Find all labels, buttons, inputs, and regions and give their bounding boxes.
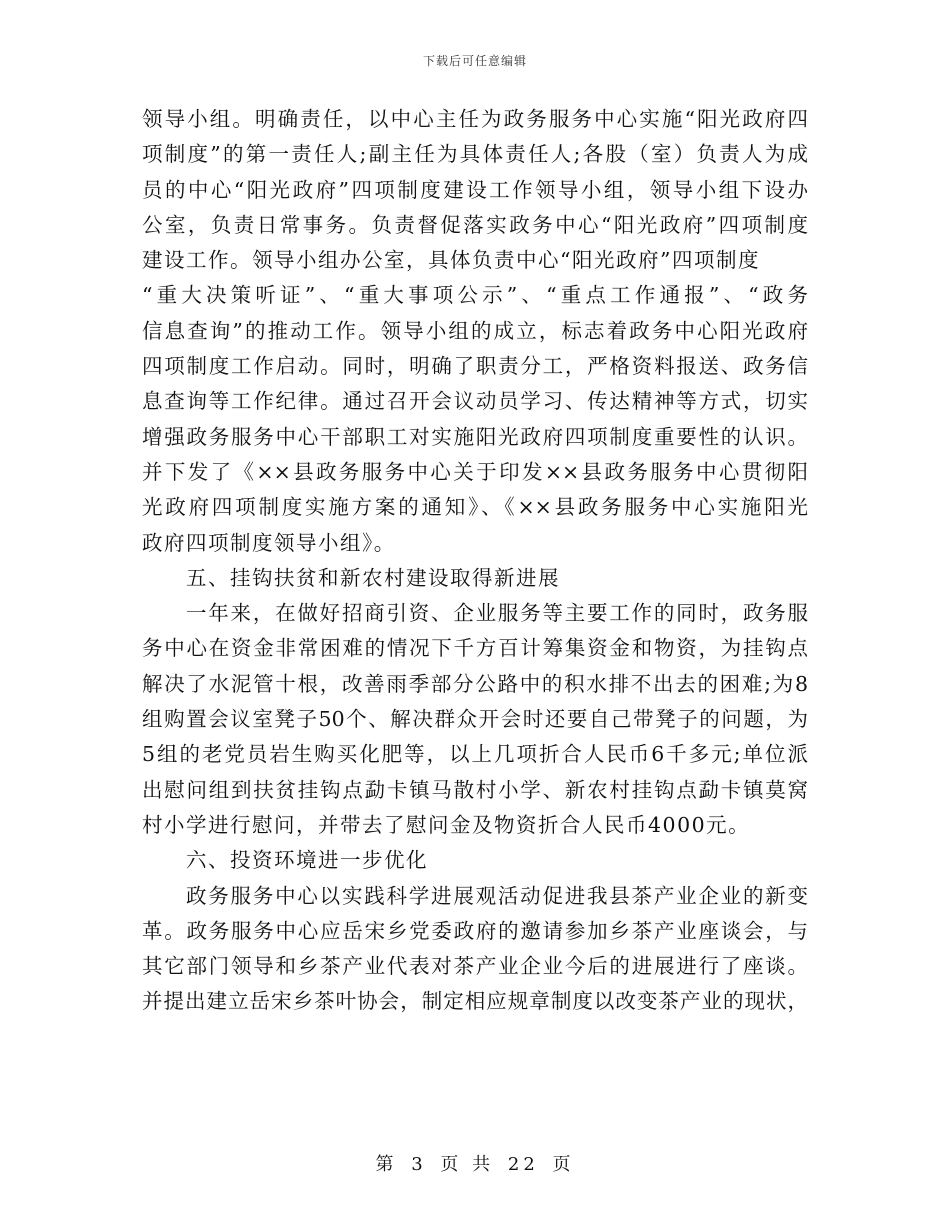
page-number [0,1150,950,1176]
current-page: 3 [411,1154,427,1175]
text-line: 光政府四项制度实施方案的通知》、《××县政务服务中心实施阳光 [142,495,808,520]
text-line: 政务服务中心以实践科学进展观活动促进我县茶产业企业的新变 [186,883,808,908]
text-line: 解决了水泥管十根，改善雨季部分公路中的积水排不出去的困难;为8 [142,671,808,696]
text-line: 组购置会议室凳子50个、解决群众开会时还要自己带凳子的问题，为 [142,707,808,732]
section-heading: 五、挂钩扶贫和新农村建设取得新进展 [186,565,560,590]
document-body [142,102,808,1020]
section-heading: 六、投资环境进一步优化 [186,848,428,873]
page-header-note: 下载后可任意编辑 [422,54,527,68]
page-number-suffix: 页 [552,1154,575,1175]
total-pages: 22 [507,1154,539,1175]
text-line: 员的中心“阳光政府”四项制度建设工作领导小组，领导小组下设办 [142,177,808,202]
text-line: 项制度”的第一责任人;副主任为具体责任人;各股（室）负责人为成 [142,142,808,167]
text-line: 务中心在资金非常困难的情况下千方百计筹集资金和物资，为挂钩点 [142,636,808,661]
text-line: 增强政务服务中心干部职工对实施阳光政府四项制度重要性的认识。 [142,424,808,449]
text-line: 四项制度工作启动。同时，明确了职责分工，严格资料报送、政务信 [142,354,808,379]
text-line: 村小学进行慰问，并带去了慰问金及物资折合人民币4000元。 [142,812,751,837]
text-line: 其它部门领导和乡茶产业代表对茶产业企业今后的进展进行了座谈。 [142,954,808,979]
text-line: 并下发了《××县政务服务中心关于印发××县政务服务中心贯彻阳 [142,459,808,484]
text-line: 出慰问组到扶贫挂钩点勐卡镇马散村小学、新农村挂钩点勐卡镇莫窝 [142,777,808,802]
page-number-middle: 页 共 [440,1154,495,1175]
text-line: 5组的老党员岩生购买化肥等，以上几项折合人民币6千多元;单位派 [142,742,808,767]
text-line: “重大决策听证”、“重大事项公示”、“重点工作通报”、“政务 [142,283,808,308]
text-line: 一年来，在做好招商引资、企业服务等主要工作的同时，政务服 [186,601,808,626]
text-line: 领导小组。明确责任，以中心主任为政务服务中心实施“阳光政府四 [142,107,808,131]
text-line: 公室，负责日常事务。负责督促落实政务中心“阳光政府”四项制度 [142,212,808,237]
text-line: 建设工作。领导小组办公室，具体负责中心“阳光政府”四项制度 [142,248,760,273]
page-number-prefix: 第 [375,1154,398,1175]
text-line: 信息查询”的推动工作。领导小组的成立，标志着政务中心阳光政府 [142,318,808,343]
text-line: 并提出建立岳宋乡茶叶协会，制定相应规章制度以改变茶产业的现状， [142,989,808,1014]
text-line: 革。政务服务中心应岳宋乡党委政府的邀请参加乡茶产业座谈会，与 [142,918,808,943]
text-line: 政府四项制度领导小组》。 [142,530,396,555]
text-line: 息查询等工作纪律。通过召开会议动员学习、传达精神等方式，切实 [142,389,808,414]
